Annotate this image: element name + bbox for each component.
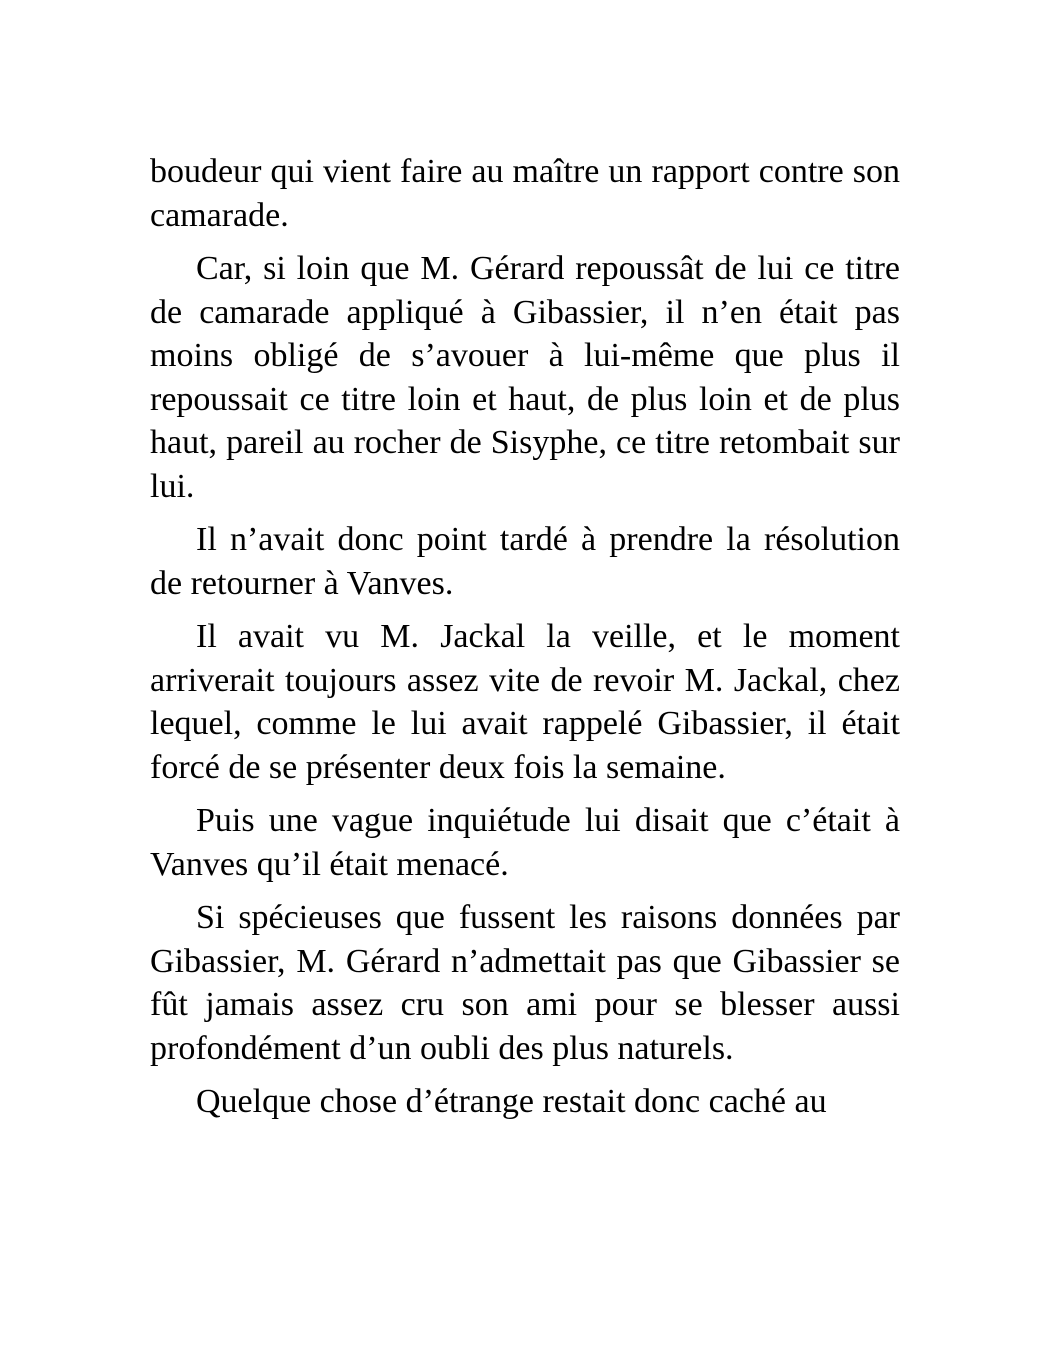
- document-page: [150, 150, 900, 1134]
- paragraph: Il avait vu M. Jackal la veille, et le moment arriverait toujours assez vite de revoir M. Jackal, chez lequel, comme le lui avait rappelé Gibassier, il était forcé de se présenter deux fois la semaine.: [150, 618, 900, 786]
- paragraph-truncated: Quelque chose d’étrange restait donc caché au: [196, 1083, 827, 1120]
- paragraph: Il n’avait donc point tardé à prendre la résolution de retourner à Vanves.: [150, 521, 900, 602]
- paragraph: Puis une vague inquiétude lui disait que c’était à Vanves qu’il était menacé.: [150, 802, 900, 883]
- paragraph: Si spécieuses que fussent les raisons données par Gibassier, M. Gérard n’admettait pas que Gibassier se fût jamais assez cru son ami pour se blesser aussi profondément d’un oubli des plus naturels.: [150, 899, 900, 1067]
- paragraph-continued: boudeur qui vient faire au maître un rapport contre son camarade.: [150, 153, 900, 234]
- paragraph: Car, si loin que M. Gérard repoussât de lui ce titre de camarade appliqué à Gibassier, il n’en était pas moins obligé de s’avouer à lui-même que plus il repoussait ce titre loin et haut, de plus loin et de plus haut, pareil au rocher de Sisyphe, ce titre retombait sur lui.: [150, 250, 900, 505]
